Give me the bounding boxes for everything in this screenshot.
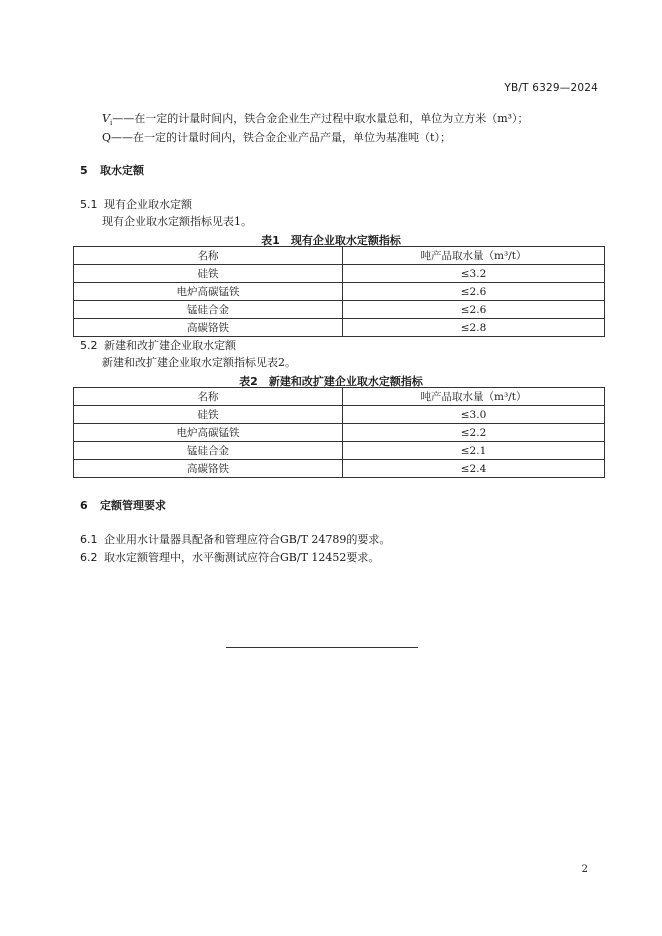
- table-cell-name: 电炉高碳锰铁: [74, 283, 343, 301]
- table-1-caption: 表1 现有企业取水定额指标: [261, 234, 401, 247]
- definition-symbol: Q: [102, 131, 112, 144]
- subsection-number: 5.1: [80, 198, 98, 211]
- table-cell-name: 锰硅合金: [74, 442, 343, 460]
- table-1: [73, 246, 605, 337]
- definition-text: ——在一定的计量时间内，铁合金企业产品产量，单位为基准吨（t）；: [111, 131, 451, 144]
- subsection-5-2-text: 新建和改扩建企业取水定额指标见表2。: [102, 356, 296, 369]
- table-row: [74, 283, 605, 301]
- clause-6-1: [80, 531, 390, 547]
- clause-number: 6.2: [80, 551, 98, 564]
- table-row: [74, 406, 605, 424]
- section-title: 定额管理要求: [100, 499, 166, 512]
- table-row: [74, 265, 605, 283]
- table-row: [74, 442, 605, 460]
- table-cell-name: 硅铁: [74, 406, 343, 424]
- table-row: [74, 424, 605, 442]
- section-number: 6: [80, 499, 88, 512]
- section-title: 取水定额: [100, 164, 144, 177]
- table-cell-value: ≤2.1: [343, 442, 605, 460]
- page-number: 2: [581, 864, 588, 875]
- table-header-value: 吨产品取水量（m³/t）: [343, 247, 605, 265]
- table-2: [73, 387, 605, 478]
- table-header-row: [74, 388, 605, 406]
- table-cell-value: ≤2.6: [343, 301, 605, 319]
- table-cell-value: ≤2.6: [343, 283, 605, 301]
- section-6-heading: [80, 497, 166, 513]
- subsection-number: 5.2: [80, 339, 98, 352]
- definition-vi: [102, 110, 529, 127]
- table-cell-value: ≤2.4: [343, 460, 605, 478]
- table-cell-name: 高碳铬铁: [74, 319, 343, 337]
- table-header-row: [74, 247, 605, 265]
- definition-text: ——在一定的计量时间内，铁合金企业生产过程中取水量总和，单位为立方米（m³）；: [112, 112, 529, 125]
- table-2-caption: 表2 新建和改扩建企业取水定额指标: [239, 375, 423, 388]
- clause-text: 取水定额管理中，水平衡测试应符合GB/T 12452要求。: [104, 551, 380, 564]
- section-5-heading: [80, 162, 144, 178]
- end-rule: [226, 647, 418, 648]
- section-number: 5: [80, 164, 88, 177]
- table-cell-value: ≤3.2: [343, 265, 605, 283]
- table-header-value: 吨产品取水量（m³/t）: [343, 388, 605, 406]
- table-cell-value: ≤2.8: [343, 319, 605, 337]
- subsection-5-1-text: 现有企业取水定额指标见表1。: [102, 215, 252, 228]
- table-cell-value: ≤2.2: [343, 424, 605, 442]
- definition-q: [102, 129, 451, 145]
- clause-number: 6.1: [80, 533, 98, 546]
- table-cell-name: 高碳铬铁: [74, 460, 343, 478]
- subsection-title: 现有企业取水定额: [104, 198, 192, 211]
- subsection-title: 新建和改扩建企业取水定额: [104, 339, 236, 352]
- definition-symbol: V: [102, 112, 110, 125]
- subsection-5-1-heading: [80, 196, 192, 212]
- clause-6-2: [80, 549, 379, 565]
- standard-number: YB/T 6329—2024: [504, 82, 598, 94]
- table-row: [74, 301, 605, 319]
- table-cell-value: ≤3.0: [343, 406, 605, 424]
- table-header-name: 名称: [74, 388, 343, 406]
- table-cell-name: 电炉高碳锰铁: [74, 424, 343, 442]
- table-cell-name: 硅铁: [74, 265, 343, 283]
- table-cell-name: 锰硅合金: [74, 301, 343, 319]
- table-row: [74, 319, 605, 337]
- clause-text: 企业用水计量器具配备和管理应符合GB/T 24789的要求。: [104, 533, 391, 546]
- definition-subscript: i: [109, 119, 113, 128]
- table-row: [74, 460, 605, 478]
- table-header-name: 名称: [74, 247, 343, 265]
- subsection-5-2-heading: [80, 337, 236, 353]
